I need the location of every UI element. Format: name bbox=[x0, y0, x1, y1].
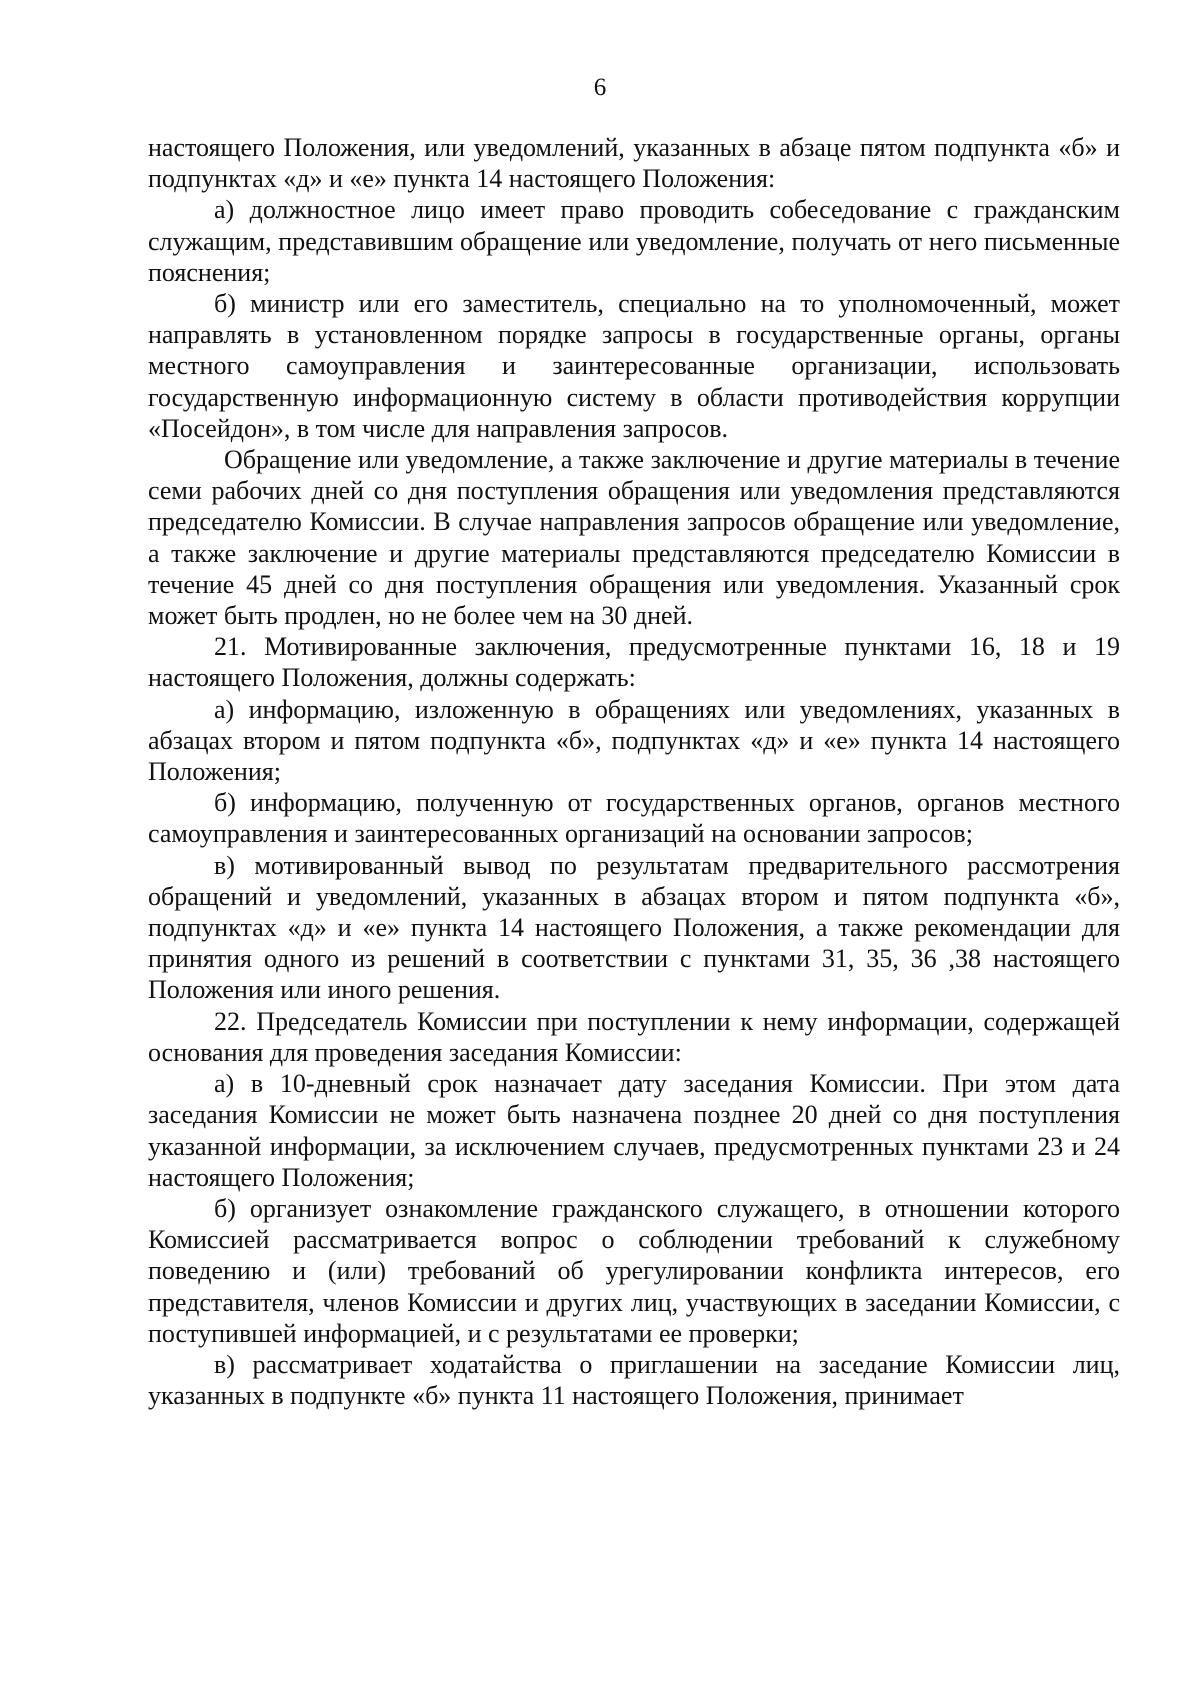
paragraph-review-terms: Обращение или уведомление, а также заключение и другие материалы в течение семи рабочих дней со дня поступления обращения или уведомления представляются председателю Комиссии. В случае направления запросов обращение или уведомление, а также заключение и другие материалы представляются председателю Комиссии в течение 45 дней со дня поступления обращения или уведомления. Указанный срок может быть продлен, но не более чем на 30 дней. bbox=[148, 445, 1120, 631]
paragraph-item-22-a: а) в 10-дневный срок назначает дату заседания Комиссии. При этом дата заседания Комиссии не может быть назначена позднее 20 дней со дня поступления указанной информации, за исключением случаев, предусмотренных пунктами 23 и 24 настоящего Положения; bbox=[148, 1069, 1120, 1192]
paragraph-subitem-a: а) должностное лицо имеет право проводить собеседование с гражданским служащим, представившим обращение или уведомление, получать от него письменные пояснения; bbox=[148, 195, 1120, 287]
paragraph-item-21-b: б) информацию, полученную от государственных органов, органов местного самоуправления и заинтересованных организаций на основании запросов; bbox=[148, 788, 1120, 849]
paragraph-item-22: 22. Председатель Комиссии при поступлении к нему информации, содержащей основания для проведения заседания Комиссии: bbox=[148, 1006, 1120, 1067]
document-body bbox=[148, 132, 1120, 1411]
paragraph-item-21-a: а) информацию, изложенную в обращениях или уведомлениях, указанных в абзацах втором и пятом подпункта «б», подпунктах «д» и «е» пункта 14 настоящего Положения; bbox=[148, 694, 1120, 787]
paragraph-item-22-b: б) организует ознакомление гражданского служащего, в отношении которого Комиссией рассматривается вопрос о соблюдении требований к служебному поведению и (или) требований об урегулировании конфликта интересов, его представителя, членов Комиссии и других лиц, участвующих в заседании Комиссии, с поступившей информацией, и с результатами ее проверки; bbox=[148, 1193, 1120, 1348]
paragraph-item-21: 21. Мотивированные заключения, предусмотренные пунктами 16, 18 и 19 настоящего Положения, должны содержать: bbox=[148, 632, 1120, 693]
page-number: 6 bbox=[593, 74, 607, 101]
paragraph-item-22-v: в) рассматривает ходатайства о приглашении на заседание Комиссии лиц, указанных в подпункте «б» пункта 11 настоящего Положения, принимает bbox=[148, 1349, 1120, 1411]
paragraph-item-21-v: в) мотивированный вывод по результатам предварительного рассмотрения обращений и уведомлений, указанных в абзацах втором и пятом подпункта «б», подпунктах «д» и «е» пункта 14 настоящего Положения, а также рекомендации для принятия одного из решений в соответствии с пунктами 31, 35, 36 ,38 настоящего Положения или иного решения. bbox=[148, 850, 1120, 1005]
paragraph-continuation: настоящего Положения, или уведомлений, указанных в абзаце пятом подпункта «б» и подпунктах «д» и «е» пункта 14 настоящего Положения: bbox=[148, 133, 1120, 194]
paragraph-subitem-b: б) министр или его заместитель, специально на то уполномоченный, может направлять в установленном порядке запросы в государственные органы, органы местного самоуправления и заинтересованные организации, использовать государственную информационную систему в области противодействия коррупции «Посейдон», в том числе для направления запросов. bbox=[148, 289, 1120, 443]
